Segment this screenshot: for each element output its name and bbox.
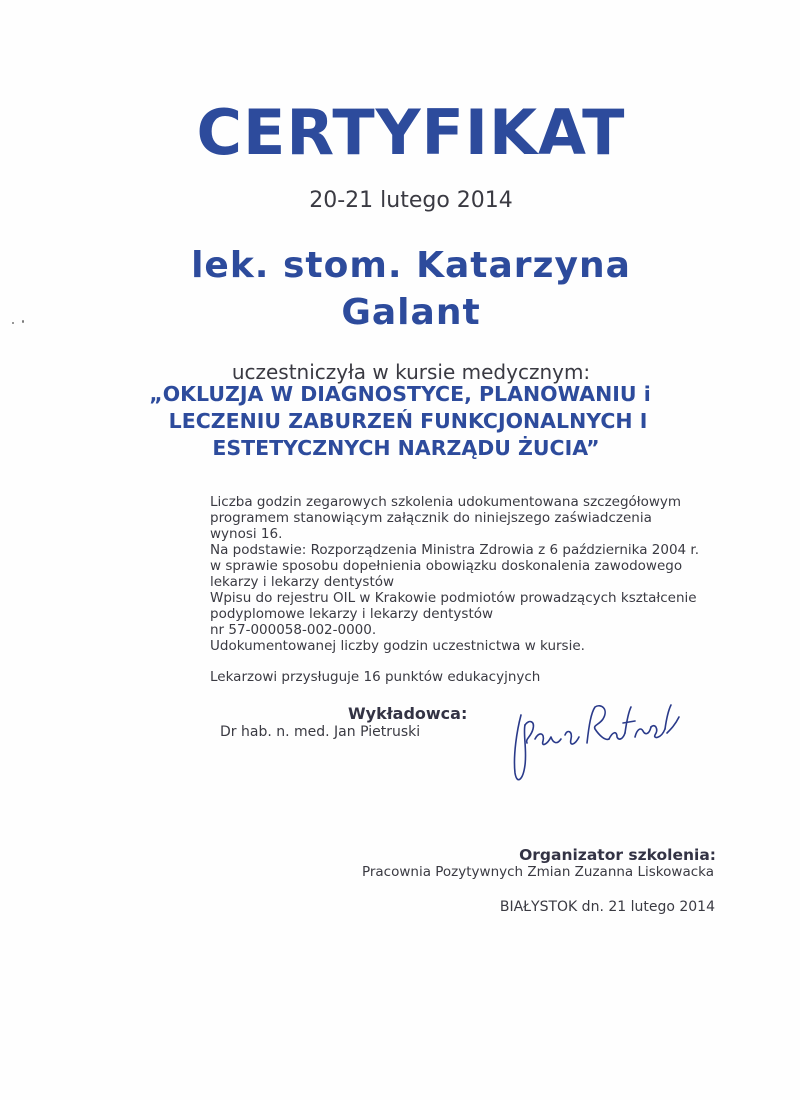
body-line: Liczba godzin zegarowych szkolenia udokumentowana szczegółowym xyxy=(210,494,682,510)
course-date: 20-21 lutego 2014 xyxy=(309,188,513,213)
scan-speck xyxy=(22,320,24,323)
body-line: Wpisu do rejestru OIL w Krakowie podmiotów prowadzących kształcenie xyxy=(210,590,697,606)
lecturer-label: Wykładowca: xyxy=(348,704,468,723)
organizer-name: Pracownia Pozytywnych Zmian Zuzanna Liskowacka xyxy=(361,864,714,880)
scan-speck xyxy=(12,322,14,324)
participation-statement: uczestniczyła w kursie medycznym: xyxy=(231,360,591,384)
place-and-date: BIAŁYSTOK dn. 21 lutego 2014 xyxy=(499,899,715,915)
body-line: w sprawie sposobu dopełnienia obowiązku doskonalenia zawodowego xyxy=(210,558,683,574)
body-line: Udokumentowanej liczby godzin uczestnictwa w kursie. xyxy=(210,638,585,654)
recipient-name-line-1: lek. stom. Katarzyna xyxy=(191,245,631,286)
course-title-line-2: LECZENIU ZABURZEŃ FUNKCJONALNYCH I xyxy=(168,409,648,433)
certificate-title: CERTYFIKAT xyxy=(196,96,626,169)
education-points: Lekarzowi przysługuje 16 punktów edukacyjnych xyxy=(210,669,541,685)
body-line: nr 57-000058-002-0000. xyxy=(210,622,377,638)
organizer-label: Organizator szkolenia: xyxy=(519,846,716,864)
body-line: Na podstawie: Rozporządzenia Ministra Zdrowia z 6 października 2004 r. xyxy=(210,542,700,558)
course-title-line-3: ESTETYCZNYCH NARZĄDU ŻUCIA” xyxy=(212,436,600,460)
body-line: lekarzy i lekarzy dentystów xyxy=(210,574,395,590)
course-title-line-1: „OKLUZJA W DIAGNOSTYCE, PLANOWANIU i xyxy=(149,382,651,406)
body-line: programem stanowiącym załącznik do niniejszego zaświadczenia xyxy=(210,510,652,526)
body-line: wynosi 16. xyxy=(210,526,283,542)
body-line: podyplomowe lekarzy i lekarzy dentystów xyxy=(210,606,494,622)
lecturer-name: Dr hab. n. med. Jan Pietruski xyxy=(220,724,421,740)
recipient-name-line-2: Galant xyxy=(341,292,481,333)
lecturer-signature xyxy=(505,695,685,790)
